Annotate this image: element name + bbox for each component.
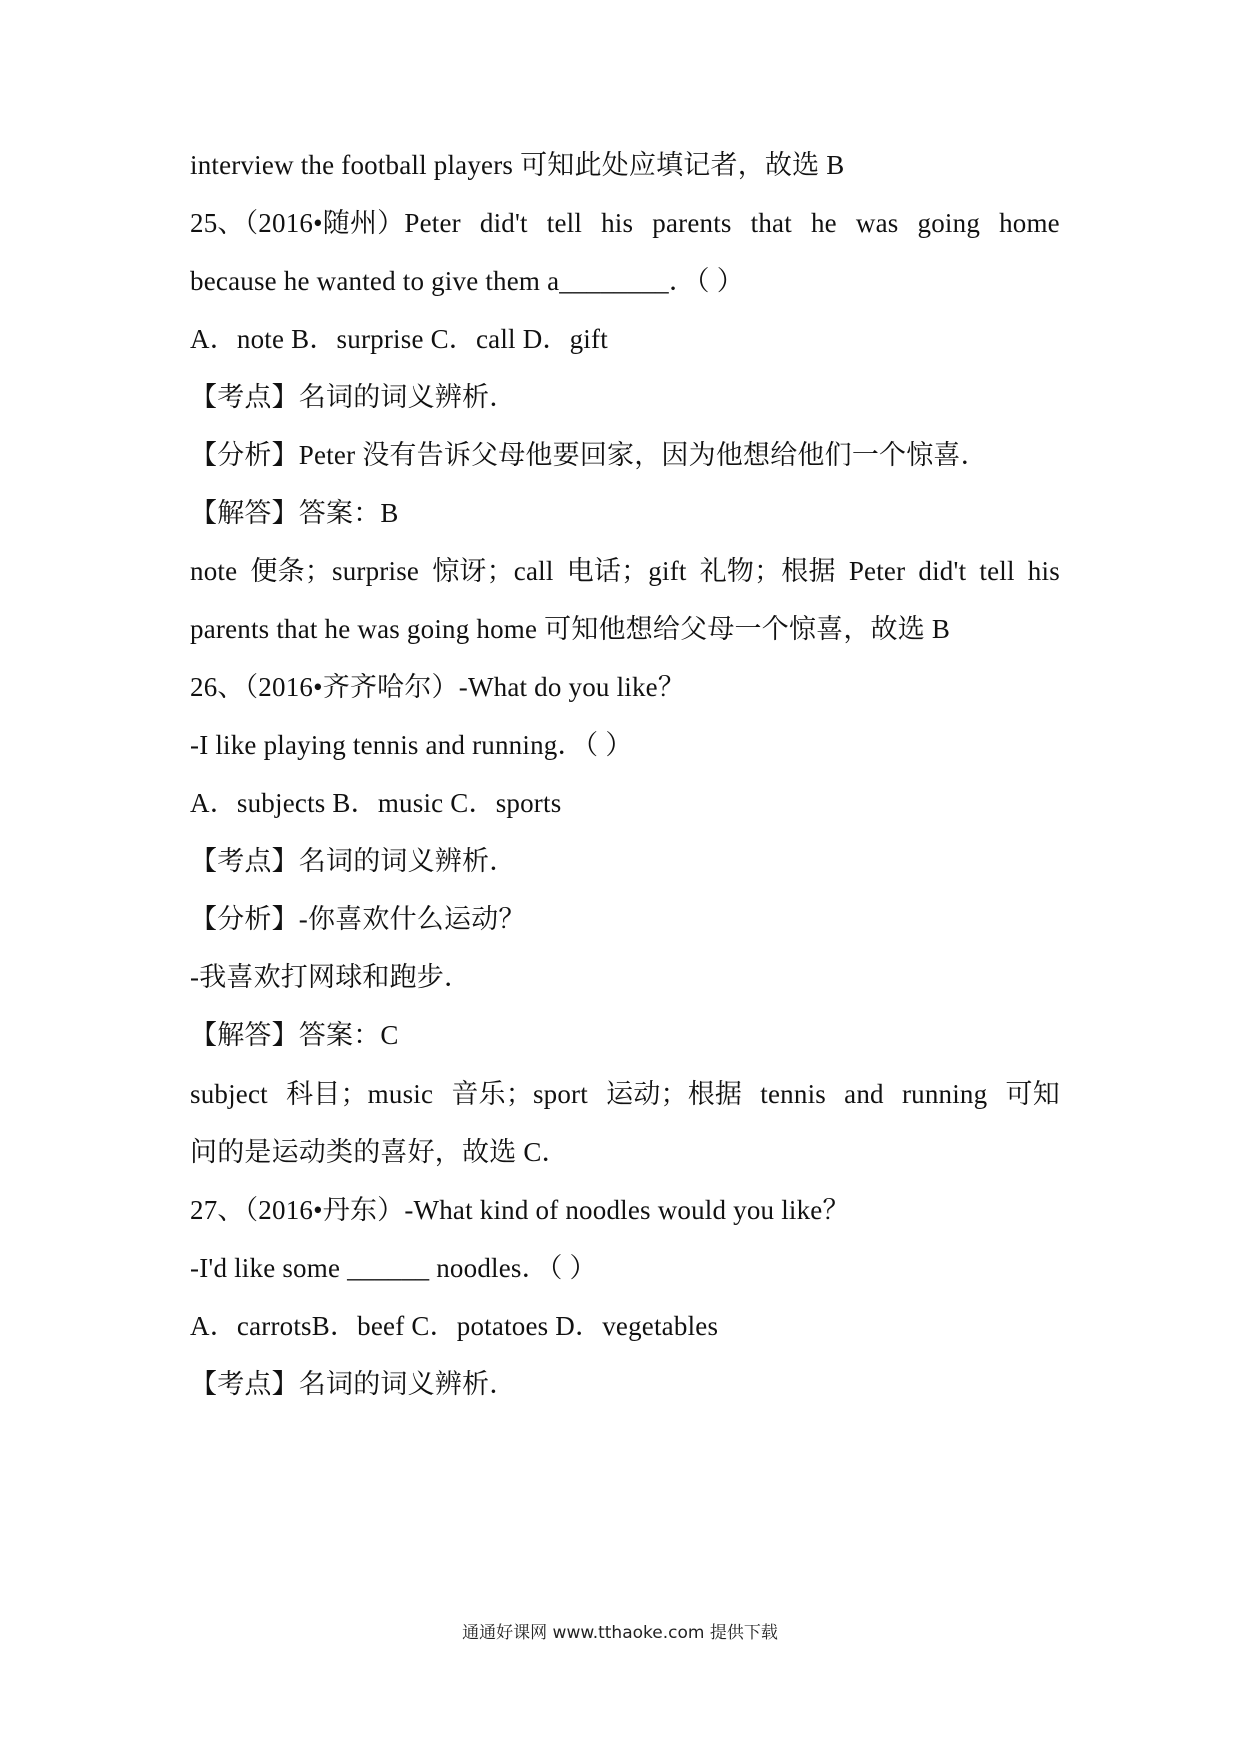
word: note xyxy=(190,556,238,586)
word: 惊讶；call xyxy=(432,556,554,586)
question-27-stem: 27、（2016•丹东）-What kind of noodles would you like？ xyxy=(190,1195,850,1225)
text-line: -我喜欢打网球和跑步． xyxy=(190,962,472,992)
word: did't xyxy=(479,208,528,238)
question-25-stem-line xyxy=(190,206,1060,240)
word: running xyxy=(901,1079,988,1109)
text-line: -I like playing tennis and running．（ ） xyxy=(190,730,633,760)
text-line: because he wanted to give them a________．（ ） xyxy=(190,266,744,296)
word: was xyxy=(855,208,899,238)
word: his xyxy=(1027,556,1060,586)
word: his xyxy=(601,208,634,238)
word: home xyxy=(999,208,1060,238)
page-footer: 通通好课网 www.tthaoke.com 提供下载 xyxy=(462,1623,778,1643)
knowledge-point: 【考点】名词的词义辨析． xyxy=(190,846,517,876)
word: and xyxy=(844,1079,884,1109)
text-line: interview the football players 可知此处应填记者，故选 B xyxy=(190,150,845,180)
answer-options: A．subjects B．music C．sports xyxy=(190,788,562,818)
word: 运动；根据 xyxy=(606,1079,743,1109)
word: 25、（2016•随州）Peter xyxy=(190,208,461,238)
word: 科目；music xyxy=(286,1079,434,1109)
word: parents xyxy=(652,208,732,238)
word: going xyxy=(917,208,981,238)
word: 可知 xyxy=(1005,1079,1060,1109)
explanation-line xyxy=(190,1077,1060,1111)
answer: 【解答】答案：B xyxy=(190,498,399,528)
explanation-line: 问的是运动类的喜好，故选 C． xyxy=(190,1137,569,1167)
explanation-line: parents that he was going home 可知他想给父母一个惊喜，故选 B xyxy=(190,614,951,644)
analysis: 【分析】-你喜欢什么运动？ xyxy=(190,904,526,934)
word: 音乐；sport xyxy=(451,1079,588,1109)
question-26-stem: 26、（2016•齐齐哈尔）-What do you like？ xyxy=(190,672,686,702)
word: tell xyxy=(546,208,583,238)
word: 礼物；根据 xyxy=(699,556,836,586)
word: that xyxy=(750,208,792,238)
word: he xyxy=(810,208,837,238)
word: subject xyxy=(190,1079,268,1109)
answer-options: A．note B．surprise C．call D．gift xyxy=(190,324,608,354)
word: tell xyxy=(979,556,1015,586)
word: 电话；gift xyxy=(566,556,687,586)
knowledge-point: 【考点】名词的词义辨析． xyxy=(190,1369,517,1399)
analysis: 【分析】Peter 没有告诉父母他要回家，因为他想给他们一个惊喜． xyxy=(190,440,988,470)
word: Peter xyxy=(848,556,906,586)
word: did't xyxy=(918,556,967,586)
knowledge-point: 【考点】名词的词义辨析． xyxy=(190,382,517,412)
answer-options: A．carrotsB．beef C．potatoes D．vegetables xyxy=(190,1311,719,1341)
word: tennis xyxy=(760,1079,826,1109)
text-line: -I'd like some ______ noodles．（ ） xyxy=(190,1253,597,1283)
explanation-line xyxy=(190,554,1060,588)
answer: 【解答】答案：C xyxy=(190,1020,399,1050)
word: 便条；surprise xyxy=(250,556,420,586)
